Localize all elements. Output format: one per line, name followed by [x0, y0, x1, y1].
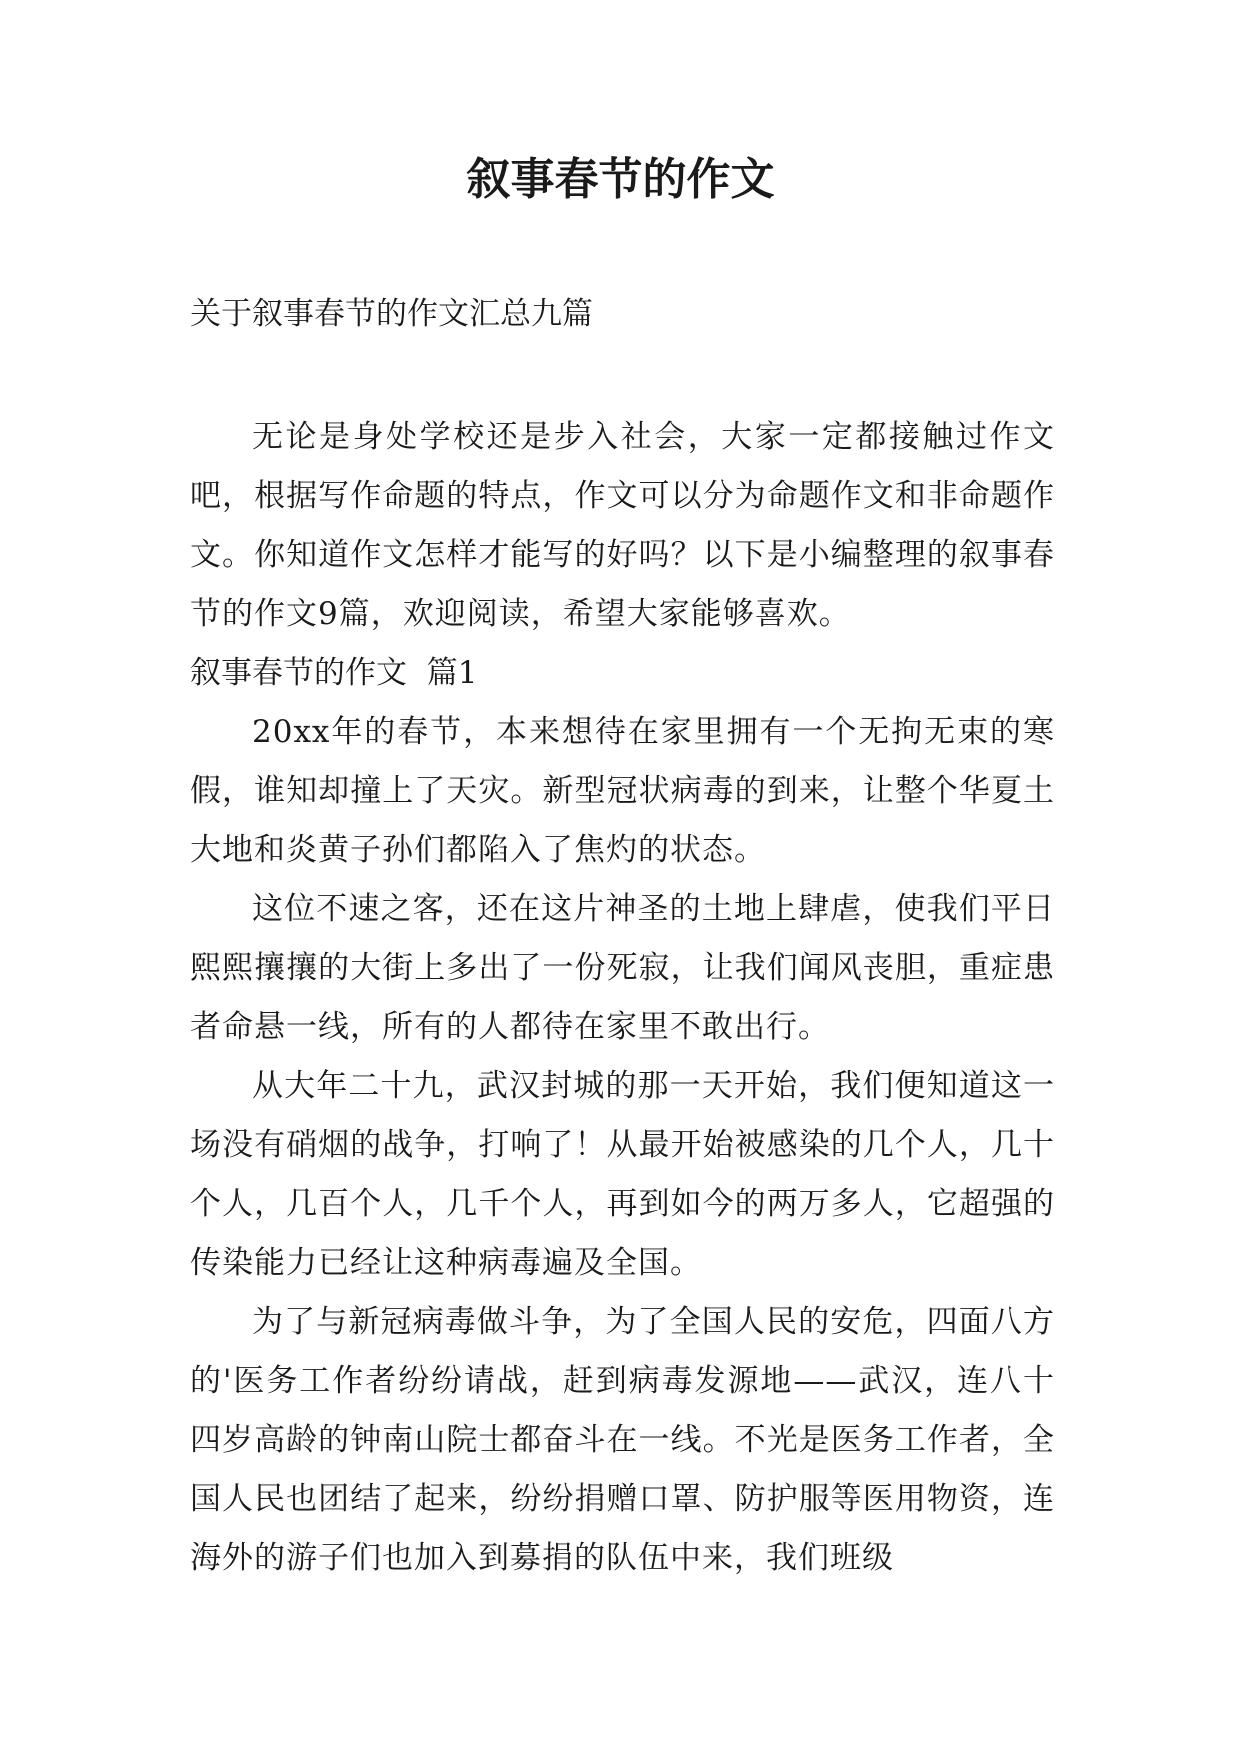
section-heading: 叙事春节的作文 篇1	[190, 655, 478, 691]
intro-paragraph: 无论是身处学校还是步入社会，大家一定都接触过作文吧，根据写作命题的特点，作文可以分为命题作文和非命题作文。你知道作文怎样才能写的好吗？以下是小编整理的叙事春节的作文9篇，欢迎阅读，希望大家能够喜欢。	[190, 419, 1055, 632]
document-subtitle: 关于叙事春节的作文汇总九篇	[190, 296, 593, 332]
body-paragraph: 这位不速之客，还在这片神圣的土地上肆虐，使我们平日熙熙攘攘的大街上多出了一份死寂，让我们闻风丧胆，重症患者命悬一线，所有的人都待在家里不敢出行。	[190, 891, 1055, 1045]
body-paragraph: 为了与新冠病毒做斗争，为了全国人民的安危，四面八方的'医务工作者纷纷请战，赶到病毒发源地——武汉，连八十四岁高龄的钟南山院士都奋斗在一线。不光是医务工作者，全国人民也团结了起来，纷纷捐赠口罩、防护服等医用物资，连海外的游子们也加入到募捐的队伍中来，我们班级	[190, 1304, 1055, 1576]
document-title: 叙事春节的作文	[466, 154, 775, 205]
body-paragraph: 20xx年的春节，本来想待在家里拥有一个无拘无束的寒假，谁知却撞上了天灾。新型冠状病毒的到来，让整个华夏土大地和炎黄子孙们都陷入了焦灼的状态。	[190, 714, 1055, 868]
body-paragraph: 从大年二十九，武汉封城的那一天开始，我们便知道这一场没有硝烟的战争，打响了！从最开始被感染的几个人，几十个人，几百个人，几千个人，再到如今的两万多人，它超强的传染能力已经让这种病毒遍及全国。	[190, 1068, 1055, 1281]
document-body	[190, 408, 1055, 1588]
